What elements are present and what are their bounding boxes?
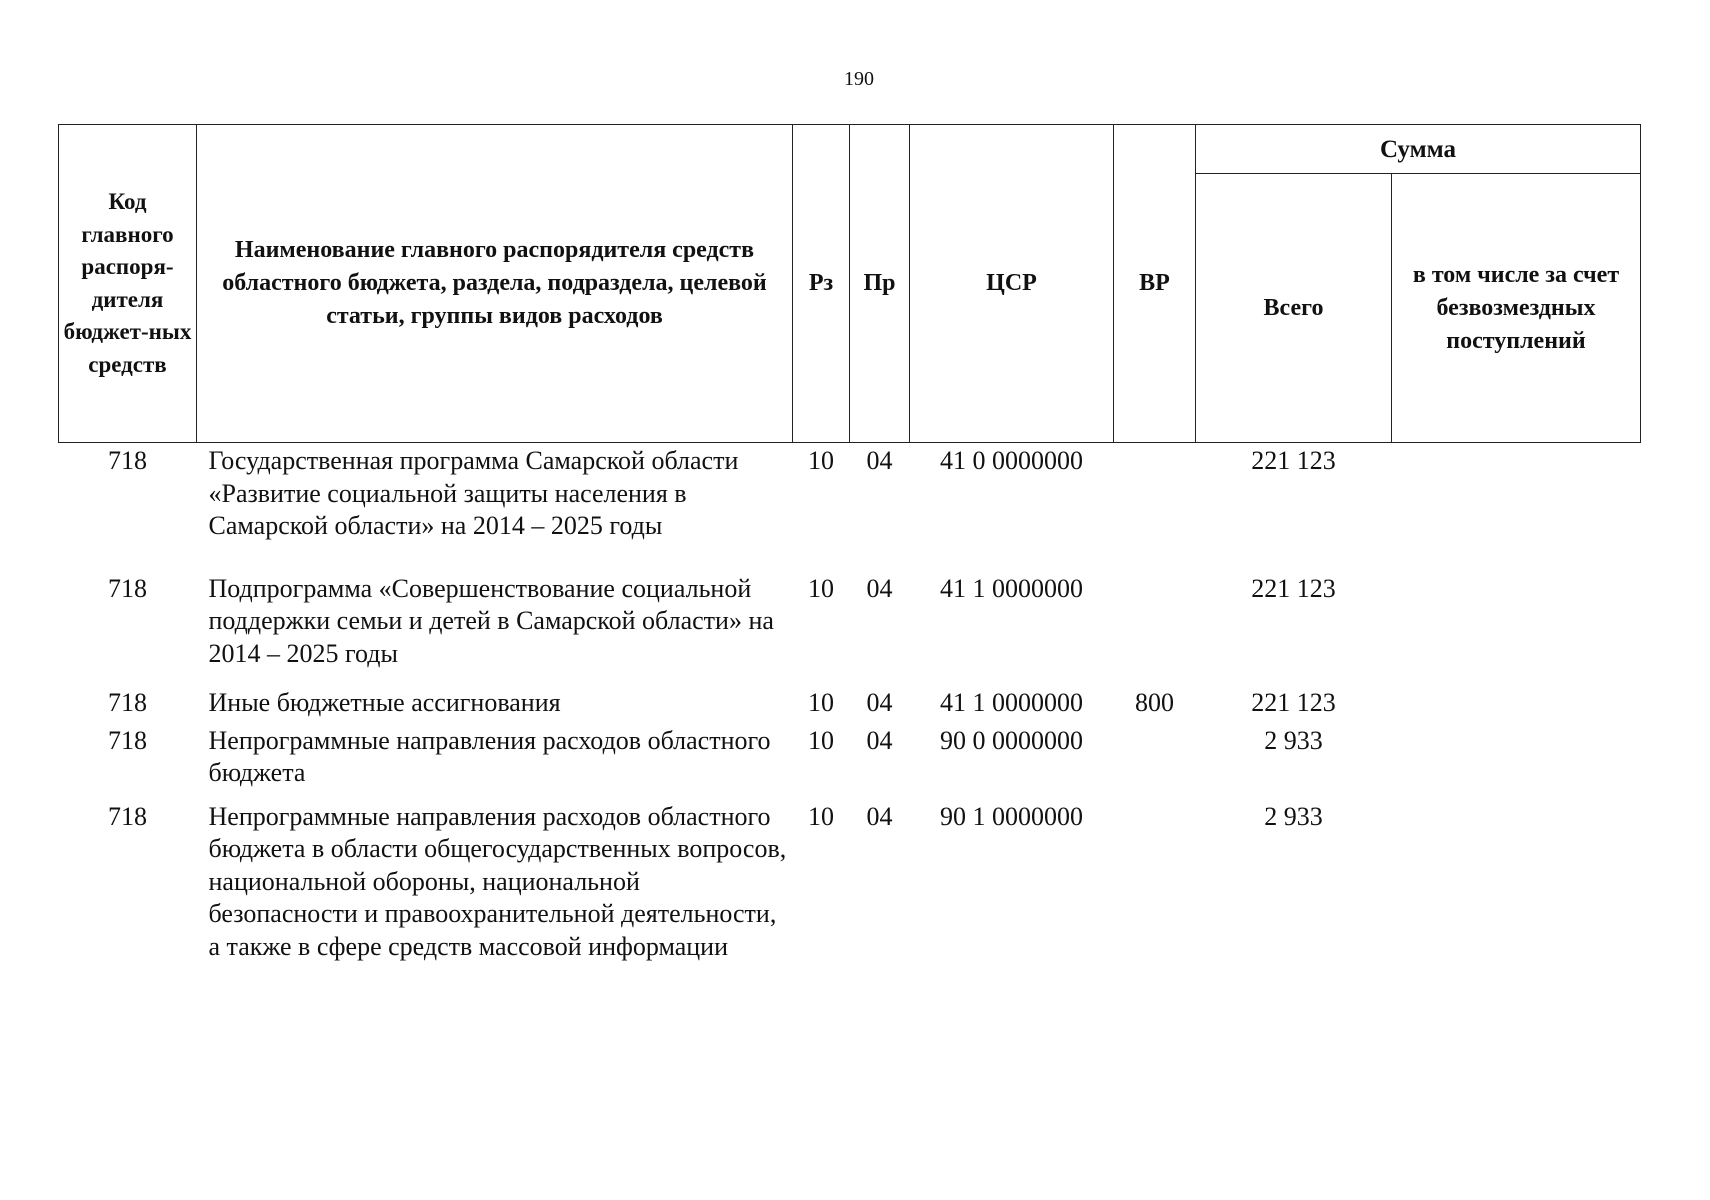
cell-free (1392, 687, 1641, 725)
cell-name: Иные бюджетные ассигнования (208, 687, 561, 717)
header-sum: Сумма (1196, 125, 1641, 174)
cell-code: 718 (108, 687, 147, 717)
cell-total: 221 123 (1251, 446, 1336, 475)
header-total: Всего (1196, 174, 1392, 443)
cell-total: 221 123 (1251, 573, 1336, 603)
table-row (59, 687, 1641, 725)
cell-name: Подпрограмма «Совершенствование социальной поддержки семьи и детей в Самарской области» на 2014 – 2025 годы (208, 573, 774, 668)
cell-csr: 41 0 0000000 (940, 446, 1083, 475)
cell-free (1392, 443, 1641, 573)
table-body (59, 443, 1641, 964)
cell-vr (1114, 443, 1196, 573)
cell-name: Непрограммные направления расходов областного бюджета в области общегосударственных вопросов, национальной обороны, национальной безопасности и правоохранительной деятельности, а также в сфере средств массовой информации (208, 801, 787, 961)
table-row (59, 443, 1641, 573)
header-free: в том числе за счет безвозмездных поступлений (1392, 174, 1641, 443)
cell-name: Непрограммные направления расходов областного бюджета (208, 725, 771, 787)
header-code: Код главного распоря-дителя бюджет-ных средств (59, 125, 197, 443)
cell-csr: 41 1 0000000 (940, 687, 1083, 717)
page-number: 190 (844, 68, 874, 90)
table-row (59, 573, 1641, 687)
cell-free (1392, 801, 1641, 964)
cell-pr: 04 (866, 573, 893, 603)
cell-rz: 10 (808, 446, 834, 475)
cell-csr: 41 1 0000000 (940, 573, 1083, 603)
cell-pr: 04 (866, 446, 893, 475)
cell-free (1392, 725, 1641, 801)
cell-code: 718 (108, 446, 147, 475)
cell-free (1392, 573, 1641, 687)
cell-rz: 10 (808, 725, 834, 755)
cell-rz: 10 (808, 687, 834, 717)
cell-total: 221 123 (1251, 687, 1336, 717)
cell-csr: 90 0 0000000 (940, 725, 1083, 755)
cell-total: 2 933 (1264, 725, 1323, 755)
table-row (59, 801, 1641, 964)
header-csr: ЦСР (910, 125, 1114, 443)
cell-rz: 10 (808, 801, 834, 831)
cell-vr (1114, 801, 1196, 964)
cell-pr: 04 (866, 725, 893, 755)
cell-code: 718 (108, 573, 147, 603)
cell-vr: 800 (1135, 687, 1174, 717)
table-header (59, 125, 1641, 443)
cell-csr: 90 1 0000000 (940, 801, 1083, 831)
cell-vr (1114, 573, 1196, 687)
table-row (59, 725, 1641, 801)
cell-rz: 10 (808, 573, 834, 603)
cell-total: 2 933 (1264, 801, 1323, 831)
header-rz: Рз (793, 125, 850, 443)
cell-vr (1114, 725, 1196, 801)
header-name: Наименование главного распорядителя средств областного бюджета, раздела, подраздела, целевой статьи, группы видов расходов (197, 125, 793, 443)
cell-code: 718 (108, 801, 147, 831)
cell-code: 718 (108, 725, 147, 755)
header-pr: Пр (850, 125, 910, 443)
cell-name: Государственная программа Самарской области «Развитие социальной защиты населения в Самарской области» на 2014 – 2025 годы (208, 446, 739, 540)
budget-table (58, 124, 1641, 963)
cell-pr: 04 (866, 801, 893, 831)
cell-pr: 04 (866, 687, 893, 717)
header-vr: ВР (1114, 125, 1196, 443)
